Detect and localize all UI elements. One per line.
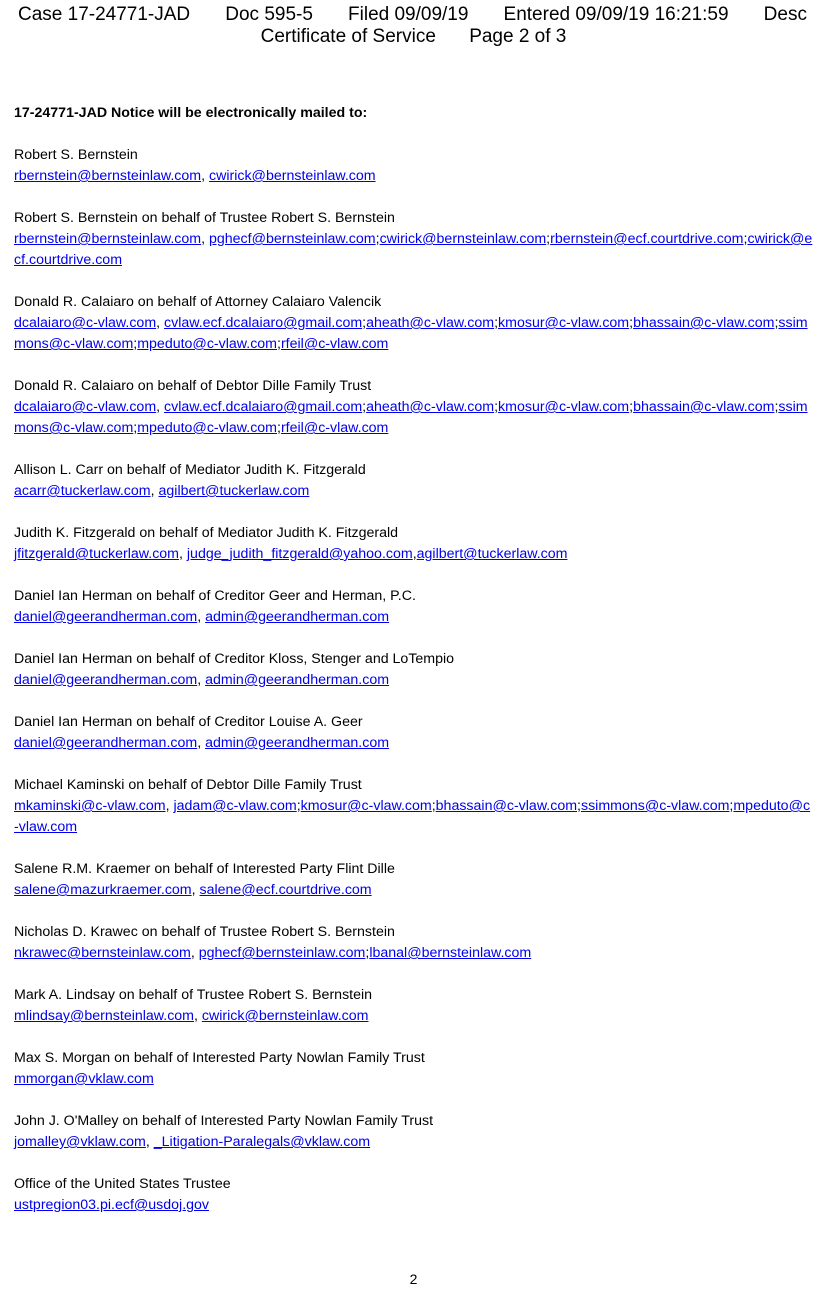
email-link[interactable]: jadam@c-vlaw.com [173,798,297,814]
email-separator: ; [629,399,634,415]
email-separator: ; [296,798,301,814]
email-separator: , [165,798,174,814]
email-separator: , [150,483,159,499]
recipient-name: Daniel Ian Herman on behalf of Creditor Geer and Herman, P.C. [14,588,416,604]
recipient-emails [14,733,814,754]
email-link[interactable]: mlindsay@bernsteinlaw.com [14,1008,194,1024]
recipient-entry [14,859,814,901]
recipient-name: Allison L. Carr on behalf of Mediator Judith K. Fitzgerald [14,462,366,478]
recipient-emails [14,943,814,964]
email-separator: ; [729,798,734,814]
email-link[interactable]: daniel@geerandherman.com [14,735,198,751]
email-link[interactable]: rfeil@c-vlaw.com [280,336,389,352]
email-link[interactable]: agilbert@tuckerlaw.com [158,483,310,499]
email-separator: ; [277,420,281,436]
email-separator: , [201,231,209,247]
email-link[interactable]: ssimmons@c-vlaw.com [14,399,808,436]
email-separator: , [156,399,165,415]
email-separator: ; [365,945,370,961]
email-separator: , [197,735,206,751]
email-link[interactable]: kmosur@c-vlaw.com [498,399,630,415]
recipient-name: Max S. Morgan on behalf of Interested Party Nowlan Family Trust [14,1050,425,1066]
email-link[interactable]: admin@geerandherman.com [205,672,390,688]
email-link[interactable]: pghecf@bernsteinlaw.com [198,945,366,961]
email-link[interactable]: cwirick@bernsteinlaw.com [379,231,547,247]
doc-number: Doc 595-5 [225,4,313,25]
recipient-emails [14,796,814,838]
recipient-emails [14,1195,814,1216]
recipient-emails [14,1069,814,1090]
email-separator: ; [431,798,436,814]
recipient-emails [14,607,814,628]
email-link[interactable]: salene@mazurkraemer.com [14,882,192,898]
recipient-entry [14,586,814,628]
email-link[interactable]: bhassain@c-vlaw.com [633,315,775,331]
email-separator: , [191,882,200,898]
recipient-emails [14,1132,814,1153]
email-separator: ; [774,399,779,415]
email-link[interactable]: cwirick@ecf.courtdrive.com [14,231,813,268]
recipient-name: Donald R. Calaiaro on behalf of Debtor Dille Family Trust [14,378,372,394]
email-separator: ; [494,399,499,415]
email-link[interactable]: jfitzgerald@tuckerlaw.com [14,546,180,562]
header-row-secondary [0,26,827,48]
recipient-emails [14,229,814,271]
recipient-entry [14,1111,814,1153]
email-separator: ; [133,420,138,436]
notice-heading: 17-24771-JAD Notice will be electronically mailed to: [14,105,368,121]
entered-date: Entered 09/09/19 16:21:59 [503,4,729,25]
recipient-name: Judith K. Fitzgerald on behalf of Mediator Judith K. Fitzgerald [14,525,399,541]
email-link[interactable]: acarr@tuckerlaw.com [14,483,151,499]
email-link[interactable]: rbernstein@ecf.courtdrive.com [550,231,744,247]
recipient-name: Office of the United States Trustee [14,1176,231,1192]
email-separator: ; [774,315,779,331]
header-row-primary [0,4,827,26]
email-link[interactable]: rbernstein@bernsteinlaw.com [14,231,202,247]
page-number: 2 [409,1271,418,1287]
email-link[interactable]: mpeduto@c-vlaw.com [14,798,811,835]
email-separator: ; [375,231,380,247]
filed-date: Filed 09/09/19 [348,4,469,25]
email-separator: , [197,672,206,688]
recipient-entry [14,376,814,439]
email-separator: ; [277,336,281,352]
email-link[interactable]: jomalley@vklaw.com [14,1134,146,1150]
notice-content [14,103,814,1237]
email-separator: , [197,609,206,625]
recipient-entry [14,712,814,754]
email-link[interactable]: rbernstein@bernsteinlaw.com [14,168,202,184]
email-link[interactable]: agilbert@tuckerlaw.com [416,546,568,562]
email-link[interactable]: mpeduto@c-vlaw.com [137,336,277,352]
email-separator: , [190,945,199,961]
recipient-emails [14,481,814,502]
recipient-entry [14,649,814,691]
recipient-emails [14,397,814,439]
recipient-entry [14,145,814,187]
email-separator: ; [133,336,138,352]
recipient-name: Robert S. Bernstein [14,147,138,163]
recipient-emails [14,670,814,691]
case-number: Case 17-24771-JAD [18,4,191,25]
recipient-emails [14,880,814,901]
recipient-name: John J. O'Malley on behalf of Interested Party Nowlan Family Trust [14,1113,434,1129]
email-link[interactable]: aheath@c-vlaw.com [366,315,495,331]
document-header [0,4,827,48]
recipient-name: Robert S. Bernstein on behalf of Trustee Robert S. Bernstein [14,210,395,226]
email-link[interactable]: ustpregion03.pi.ecf@usdoj.gov [14,1197,210,1213]
email-link[interactable]: dcalaiaro@c-vlaw.com [14,315,157,331]
email-link[interactable]: admin@geerandherman.com [205,609,390,625]
email-link[interactable]: cvlaw.ecf.dcalaiaro@gmail.com [164,399,363,415]
recipient-name: Daniel Ian Herman on behalf of Creditor Kloss, Stenger and LoTempio [14,651,455,667]
email-link[interactable]: kmosur@c-vlaw.com [300,798,432,814]
email-link[interactable]: judge_judith_fitzgerald@yahoo.com [186,546,413,562]
recipient-name: Donald R. Calaiaro on behalf of Attorney Calaiaro Valencik [14,294,382,310]
page-label: Page 2 of 3 [469,26,567,47]
email-link[interactable]: rfeil@c-vlaw.com [280,420,389,436]
email-link[interactable]: cvlaw.ecf.dcalaiaro@gmail.com [164,315,363,331]
email-link[interactable]: bhassain@c-vlaw.com [633,399,775,415]
email-separator: ; [629,315,634,331]
email-link[interactable]: _Litigation-Paralegals@vklaw.com [153,1134,371,1150]
recipient-entry [14,775,814,838]
recipient-entry [14,922,814,964]
recipient-entry [14,208,814,271]
email-link[interactable]: bhassain@c-vlaw.com [435,798,578,814]
email-link[interactable]: cwirick@bernsteinlaw.com [209,168,376,184]
email-separator: , [412,546,417,562]
email-separator: , [179,546,187,562]
recipient-entry [14,985,814,1027]
recipient-name: Nicholas D. Krawec on behalf of Trustee Robert S. Bernstein [14,924,395,940]
email-separator: , [145,1134,154,1150]
email-separator: ; [577,798,581,814]
email-link[interactable]: admin@geerandherman.com [205,735,390,751]
email-link[interactable]: aheath@c-vlaw.com [366,399,495,415]
recipient-entry [14,523,814,565]
email-link[interactable]: mpeduto@c-vlaw.com [137,420,277,436]
email-link[interactable]: nkrawec@bernsteinlaw.com [14,945,191,961]
email-link[interactable]: mmorgan@vklaw.com [14,1071,154,1087]
email-link[interactable]: mkaminski@c-vlaw.com [14,798,166,814]
recipient-emails [14,313,814,355]
email-link[interactable]: kmosur@c-vlaw.com [498,315,630,331]
recipient-emails [14,544,814,565]
email-separator: ; [362,315,367,331]
email-link[interactable]: daniel@geerandherman.com [14,609,198,625]
email-link[interactable]: ssimmons@c-vlaw.com [580,798,730,814]
recipient-entry [14,1048,814,1090]
desc-label: Desc [763,4,807,25]
recipient-name: Daniel Ian Herman on behalf of Creditor Louise A. Geer [14,714,363,730]
recipient-name: Salene R.M. Kraemer on behalf of Interested Party Flint Dille [14,861,395,877]
email-separator: , [201,168,209,184]
email-separator: , [156,315,165,331]
recipient-entry [14,292,814,355]
recipient-emails [14,166,814,187]
email-separator: , [194,1008,202,1024]
email-separator: ; [546,231,551,247]
recipient-entry [14,1174,814,1216]
email-separator: ; [743,231,748,247]
email-separator: ; [362,399,367,415]
email-link[interactable]: lbanal@bernsteinlaw.com [369,945,532,961]
email-separator: ; [494,315,499,331]
email-link[interactable]: pghecf@bernsteinlaw.com [209,231,376,247]
recipient-emails [14,1006,814,1027]
recipient-name: Michael Kaminski on behalf of Debtor Dille Family Trust [14,777,362,793]
recipient-entry [14,460,814,502]
recipient-name: Mark A. Lindsay on behalf of Trustee Robert S. Bernstein [14,987,373,1003]
email-link[interactable]: daniel@geerandherman.com [14,672,198,688]
recipient-list [14,145,814,1216]
email-link[interactable]: ssimmons@c-vlaw.com [14,315,808,352]
document-subtitle: Certificate of Service [260,26,436,47]
email-link[interactable]: dcalaiaro@c-vlaw.com [14,399,157,415]
email-link[interactable]: salene@ecf.courtdrive.com [199,882,372,898]
email-link[interactable]: cwirick@bernsteinlaw.com [201,1008,369,1024]
